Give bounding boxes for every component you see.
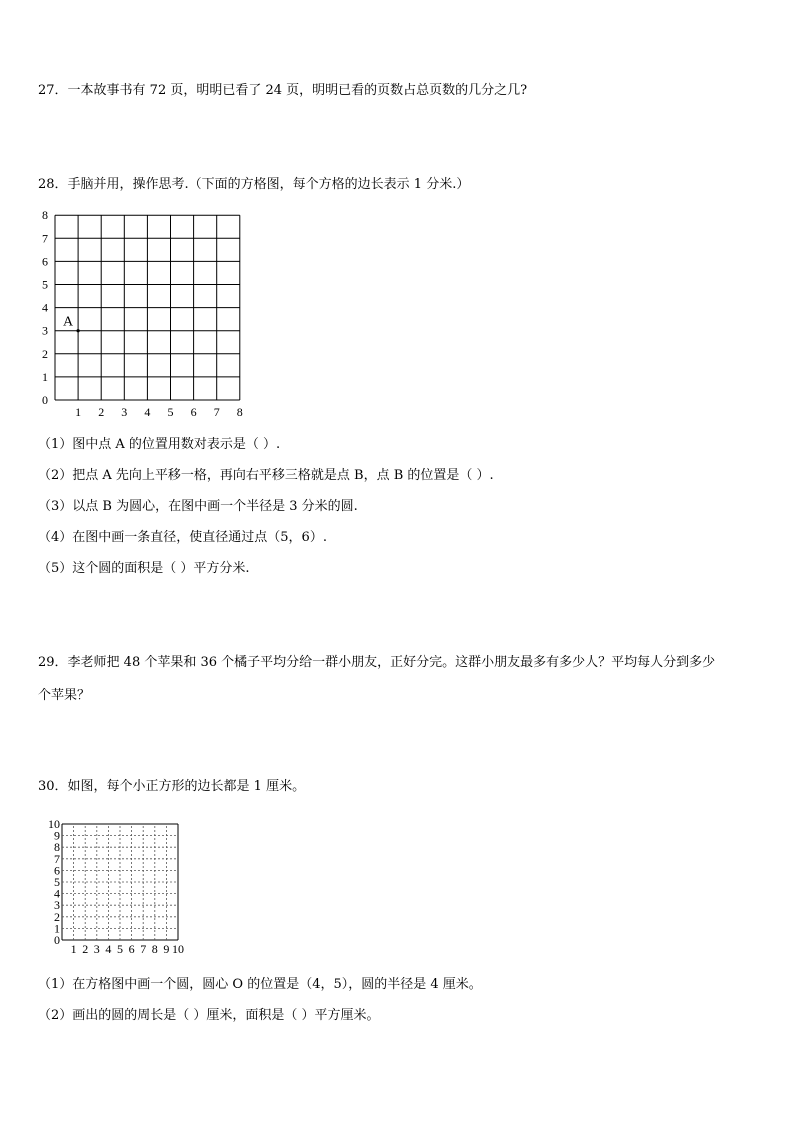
q28-item-3: （3）以点 B 为圆心，在图中画一个半径是 3 分米的圆.	[38, 499, 358, 514]
y-axis-labels-q28	[42, 208, 48, 407]
point-a-marker	[63, 315, 80, 333]
question-28-title: 28．手脑并用，操作思考.（下面的方格图，每个方格的边长表示 1 分米.）	[38, 177, 470, 192]
y-tick-label-q30: 5	[54, 875, 60, 889]
question-29-line-1: 29．李老师把 48 个苹果和 36 个橘子平均分给一群小朋友，正好分完。这群小朋友最多有多少人？平均每人分到多少	[38, 655, 716, 670]
y-tick-label-q30: 3	[54, 898, 60, 913]
x-tick-label-q30: 4	[105, 942, 112, 954]
grid-lines-q30	[62, 824, 178, 940]
x-tick-label-q28: 4	[144, 405, 151, 416]
x-tick-label-q30: 6	[128, 942, 135, 954]
y-tick-label-q30: 7	[54, 851, 60, 866]
q28-item-2: （2）把点 A 先向上平移一格，再向右平移三格就是点 B，点 B 的位置是（ ）.	[38, 468, 494, 483]
question-30-title: 30．如图，每个小正方形的边长都是 1 厘米。	[38, 779, 306, 794]
x-tick-label-q30: 9	[163, 942, 170, 954]
y-tick-label-q30: 9	[54, 828, 60, 843]
y-tick-label-q28: 8	[42, 208, 48, 223]
x-axis-labels-q28	[75, 405, 243, 416]
q28-item-4: （4）在图中画一条直径，使直径通过点（5，6）.	[38, 530, 327, 545]
x-tick-label-q28: 8	[236, 405, 243, 416]
point-a-label: A	[63, 314, 74, 330]
grid-figure-q30	[36, 814, 196, 954]
q30-item-2: （2）画出的圆的周长是（ ）厘米，面积是（ ）平方厘米。	[38, 1008, 380, 1023]
x-tick-label-q28: 5	[167, 405, 174, 416]
grid-figure-q28	[34, 208, 254, 416]
x-tick-label-q28: 3	[121, 405, 128, 416]
y-tick-label-q28: 2	[42, 346, 48, 361]
x-tick-label-q30: 2	[82, 942, 89, 954]
q28-item-1: （1）图中点 A 的位置用数对表示是（ ）.	[38, 437, 281, 452]
x-tick-label-q28: 1	[75, 405, 82, 416]
x-tick-label-q30: 3	[93, 942, 100, 954]
y-tick-label-q30: 4	[54, 886, 60, 901]
q30-item-1: （1）在方格图中画一个圆，圆心 O 的位置是（4，5），圆的半径是 4 厘米。	[38, 977, 482, 992]
y-axis-labels-q30	[48, 817, 60, 947]
y-tick-label-q30: 0	[54, 933, 60, 947]
x-tick-label-q30: 8	[151, 942, 158, 954]
y-tick-label-q28: 6	[42, 254, 48, 269]
y-tick-label-q28: 7	[42, 231, 48, 246]
question-27: 27．一本故事书有 72 页，明明已看了 24 页，明明已看的页数占总页数的几分之几?	[38, 83, 528, 98]
x-tick-label-q30: 10	[172, 942, 184, 954]
x-tick-label-q30: 1	[70, 942, 77, 954]
x-tick-label-q28: 7	[213, 405, 220, 416]
grid-lines-q28	[55, 215, 240, 400]
y-tick-label-q30: 10	[48, 817, 60, 831]
y-tick-label-q30: 1	[54, 921, 60, 936]
y-tick-label-q30: 8	[54, 840, 60, 855]
x-tick-label-q30: 7	[140, 942, 147, 954]
x-tick-label-q28: 6	[190, 405, 197, 416]
question-29-line-2: 个苹果？	[38, 688, 91, 703]
y-tick-label-q28: 3	[42, 323, 48, 338]
q28-item-5: （5）这个圆的面积是（ ）平方分米.	[38, 561, 250, 576]
point-a-dot	[77, 329, 80, 332]
y-tick-label-q28: 5	[42, 277, 48, 292]
y-tick-label-q28: 4	[42, 300, 48, 315]
y-tick-label-q30: 2	[54, 909, 60, 924]
x-tick-label-q28: 2	[98, 405, 105, 416]
y-tick-label-q30: 6	[54, 863, 60, 878]
y-tick-label-q28: 0	[42, 393, 48, 407]
y-tick-label-q28: 1	[42, 369, 48, 384]
x-tick-label-q30: 5	[117, 942, 123, 954]
x-axis-labels-q30	[71, 942, 184, 954]
